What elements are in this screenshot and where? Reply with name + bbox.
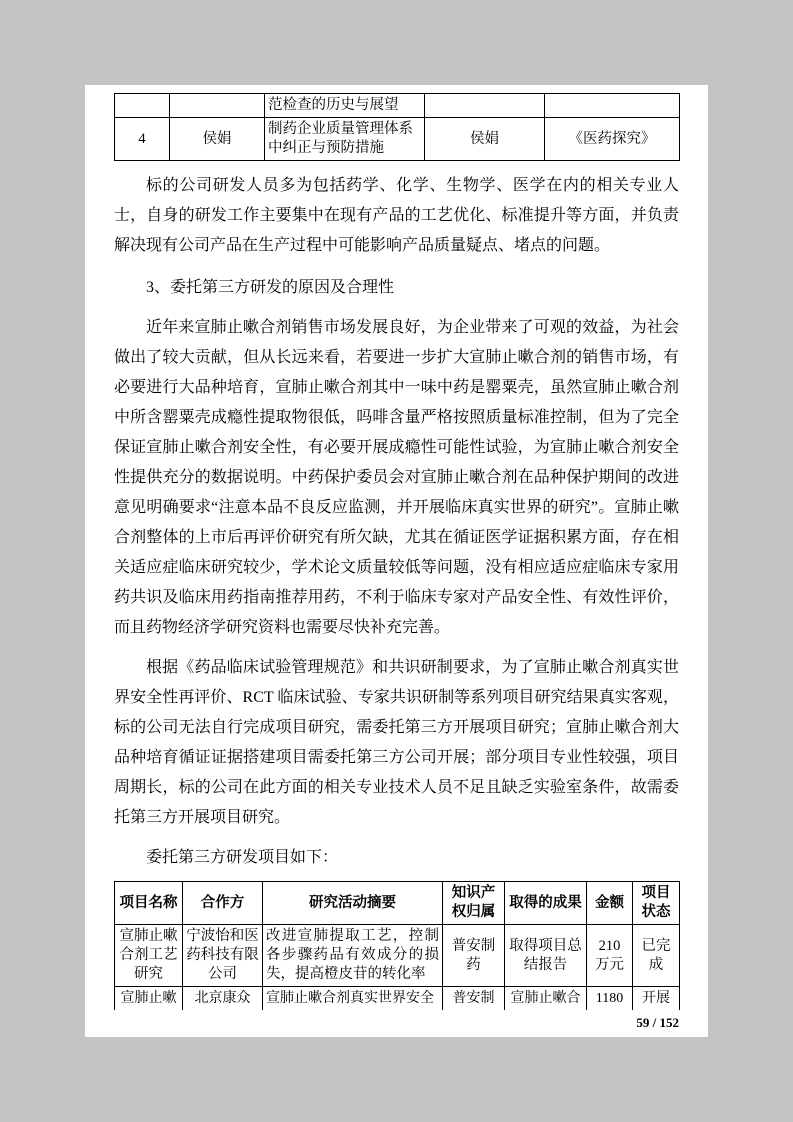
table-cell: 210 万元 <box>587 925 633 987</box>
table-cell <box>170 94 265 118</box>
column-header: 合作方 <box>183 882 263 925</box>
table-cell: 普安制药 <box>443 925 505 987</box>
table-cell <box>115 94 170 118</box>
table-cell <box>425 94 545 118</box>
column-header: 知识产权归属 <box>443 882 505 925</box>
table-row <box>115 118 680 161</box>
table-cell: 1180 <box>587 987 633 1011</box>
column-header: 取得的成果 <box>505 882 587 925</box>
column-header: 项目状态 <box>633 882 680 925</box>
outsourced-projects-table <box>114 881 680 1010</box>
table-cell: 宣肺止嗽 <box>115 987 183 1011</box>
table-cell: 宁波怡和医药科技有限公司 <box>183 925 263 987</box>
table-row <box>115 925 680 987</box>
table-cell: 侯娟 <box>170 118 265 161</box>
table-cell: 《医药探究》 <box>545 118 680 161</box>
page-number: 59 / 152 <box>636 1015 679 1030</box>
table-cell: 北京康众 <box>183 987 263 1011</box>
paragraph-research-staff: 标的公司研发人员多为包括药学、化学、生物学、医学在内的相关专业人士，自身的研发工作主要集中在现有产品的工艺优化、标准提升等方面，并负责解决现有公司产品在生产过程中可能影响产品质量疑点、堵点的问题。 <box>114 177 679 254</box>
paragraph-table-intro: 委托第三方研发项目如下： <box>146 849 339 866</box>
table-cell: 制药企业质量管理体系中纠正与预防措施 <box>265 118 425 161</box>
publications-table <box>114 93 680 161</box>
table-row <box>115 987 680 1011</box>
table-cell <box>545 94 680 118</box>
paragraph-outsourcing-reason: 近年来宣肺止嗽合剂销售市场发展良好，为企业带来了可观的效益，为社会做出了较大贡献，但从长远来看，若要进一步扩大宣肺止嗽合剂的销售市场，有必要进行大品种培育，宣肺止嗽合剂其中一味中药是罂粟壳，虽然宣肺止嗽合剂中所含罂粟壳成瘾性提取物很低，吗啡含量严格按照质量标准控制，但为了完全保证宣肺止嗽合剂安全性，有必要开展成瘾性可能性试验，为宣肺止嗽合剂安全性提供充分的数据说明。中药保护委员会对宣肺止嗽合剂在品种保护期间的改进意见明确要求“注意本品不良反应监测，并开展临床真实世界的研究”。宣肺止嗽合剂整体的上市后再评价研究有所欠缺，尤其在循证医学证据积累方面，存在相关适应症临床研究较少，学术论文质量较低等问题，没有相应适应症临床专家用药共识及临床用药指南推荐用药，不利于临床专家对产品安全性、有效性评价，而且药物经济学研究资料也需要尽快补充完善。 <box>114 319 679 636</box>
table-cell: 宣肺止嗽合剂工艺研究 <box>115 925 183 987</box>
document-page <box>85 85 708 1037</box>
column-header: 项目名称 <box>115 882 183 925</box>
table-cell: 4 <box>115 118 170 161</box>
table-cell: 开展 <box>633 987 680 1011</box>
table-cell: 取得项目总结报告 <box>505 925 587 987</box>
table-cell: 宣肺止嗽合剂真实世界安全 <box>263 987 443 1011</box>
column-header: 金额 <box>587 882 633 925</box>
paragraph-outsourcing-necessity: 根据《药品临床试验管理规范》和共识研制要求，为了宣肺止嗽合剂真实世界安全性再评价、RCT 临床试验、专家共识研制等系列项目研究结果真实客观，标的公司无法自行完成项目研究，需委托第三方开展项目研究；宣肺止嗽合剂大品种培育循证证据搭建项目需委托第三方公司开展；部分项目专业性较强，项目周期长，标的公司在此方面的相关专业技术人员不足且缺乏实验室条件，故需委托第三方开展项目研究。 <box>114 659 679 826</box>
table-cell: 宣肺止嗽合 <box>505 987 587 1011</box>
column-header: 研究活动摘要 <box>263 882 443 925</box>
table-cell: 侯娟 <box>425 118 545 161</box>
table-header-row <box>115 882 680 925</box>
table-cell: 范检查的历史与展望 <box>265 94 425 118</box>
table-cell: 改进宣肺提取工艺，控制各步骤药品有效成分的损失，提高橙皮苷的转化率 <box>263 925 443 987</box>
table-cell: 已完成 <box>633 925 680 987</box>
section-heading: 3、委托第三方研发的原因及合理性 <box>146 279 395 296</box>
table-cell: 普安制 <box>443 987 505 1011</box>
table-row <box>115 94 680 118</box>
